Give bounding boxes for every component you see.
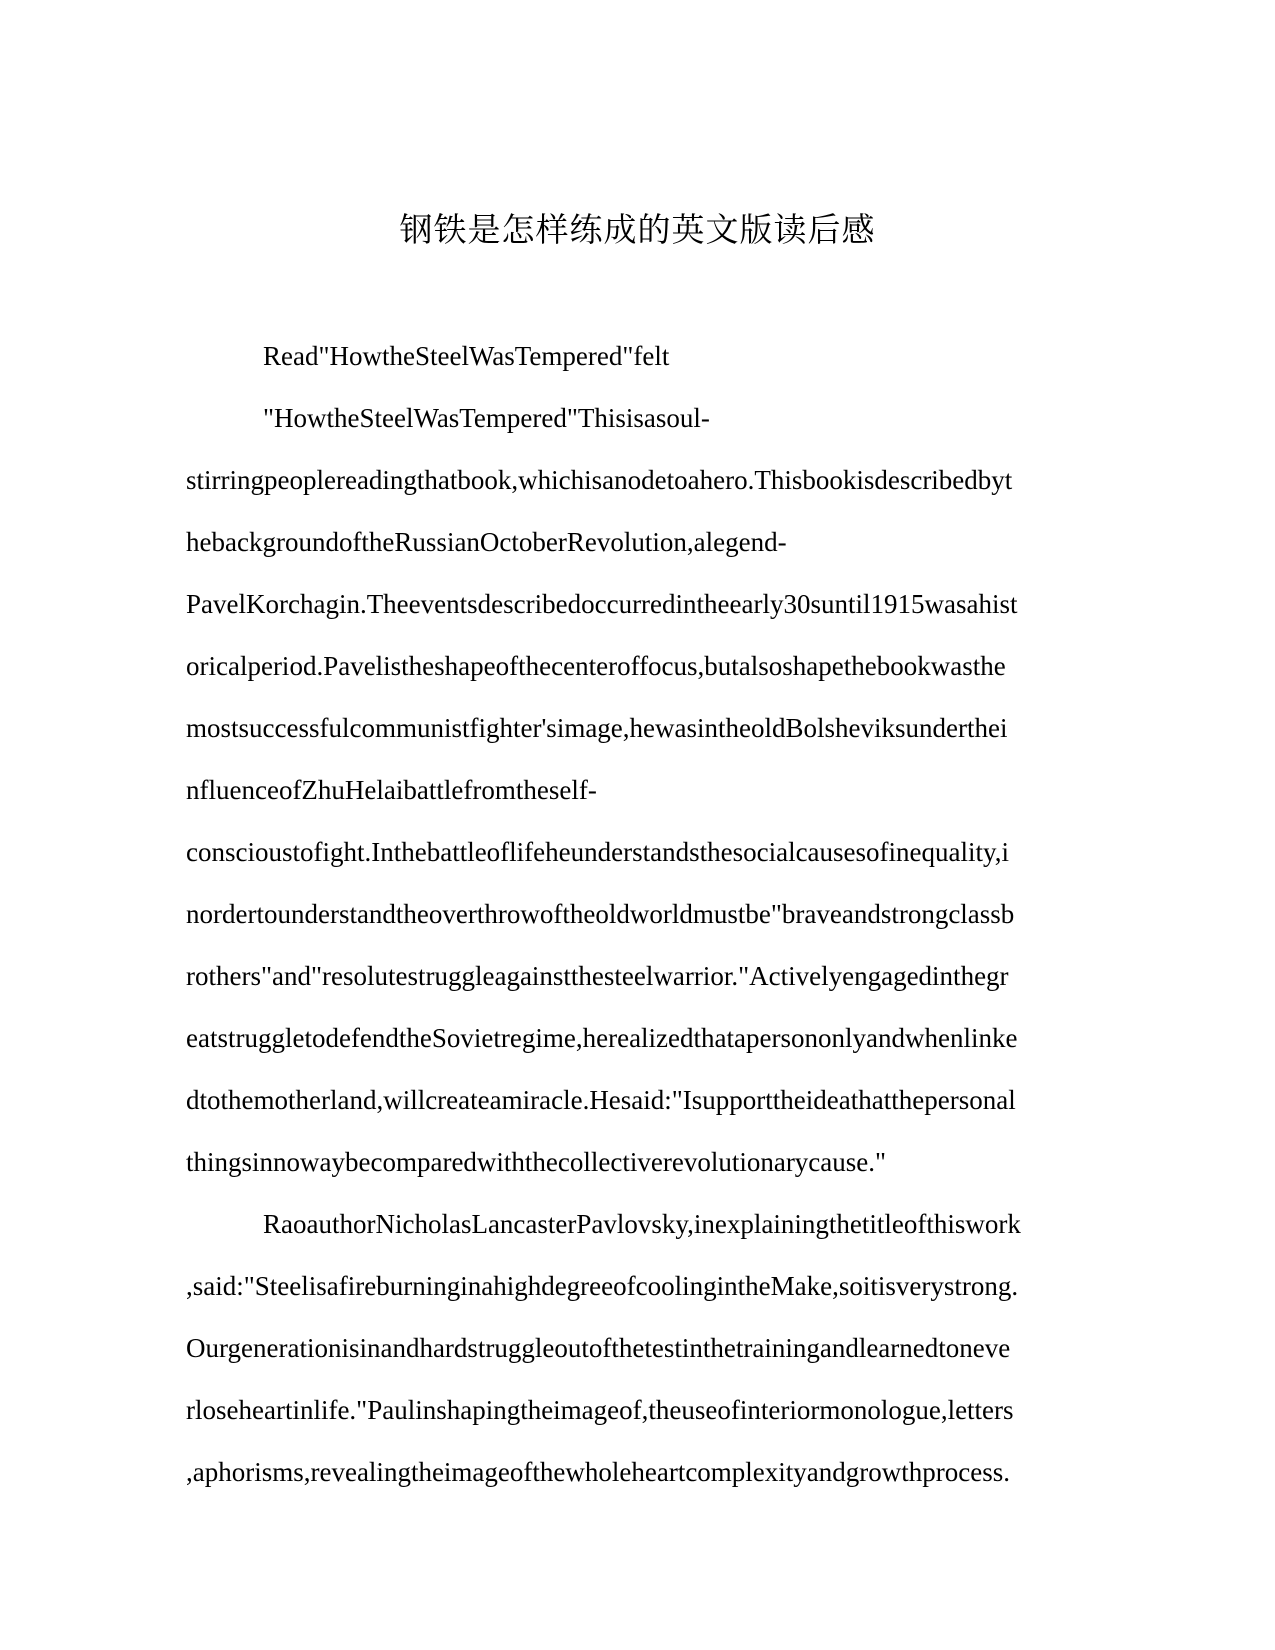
text-line: dtothemotherland,willcreateamiracle.Hesaid:"Isupporttheideathatthepersonal	[186, 1085, 1016, 1115]
text-line: mostsuccessfulcommunistfighter'simage,hewasintheoldBolsheviksunderthei	[186, 713, 1008, 743]
text-line: oricalperiod.Pavelistheshapeofthecenteroffocus,butalsoshapethebookwasthe	[186, 651, 1006, 681]
text-line: Read"HowtheSteelWasTempered"felt	[263, 341, 670, 371]
text-line: RaoauthorNicholasLancasterPavlovsky,inexplainingthetitleofthiswork	[263, 1209, 1021, 1239]
text-line: rloseheartinlife."Paulinshapingtheimageof,theuseofinteriormonologue,letters	[186, 1395, 1014, 1425]
text-line: ,aphorisms,revealingtheimageofthewholeheartcomplexityandgrowthprocess.	[186, 1457, 1010, 1487]
text-line: Ourgenerationisinandhardstruggleoutofthetestinthetrainingandlearnedtoneve	[186, 1333, 1011, 1363]
text-line: thingsinnowaybecomparedwiththecollectiverevolutionarycause."	[186, 1147, 887, 1177]
text-line: eatstruggletodefendtheSovietregime,herealizedthatapersononlyandwhenlinke	[186, 1023, 1018, 1053]
text-line: "HowtheSteelWasTempered"Thisisasoul-	[263, 403, 710, 433]
document-body	[186, 330, 1086, 1508]
text-line: hebackgroundoftheRussianOctoberRevolution,alegend-	[186, 527, 787, 557]
document-title: 钢铁是怎样练成的英文版读后感	[399, 210, 876, 249]
text-line: stirringpeoplereadingthatbook,whichisanodetoahero.Thisbookisdescribedbyt	[186, 465, 1013, 495]
text-line: rothers"and"resolutestruggleagainstthesteelwarrior."Activelyengagedinthegr	[186, 961, 1009, 991]
text-line: nordertounderstandtheoverthrowoftheoldworldmustbe"braveandstrongclassb	[186, 899, 1015, 929]
text-line: PavelKorchagin.Theeventsdescribedoccurredintheearly30suntil1915wasahist	[186, 589, 1018, 619]
text-line: conscioustofight.Inthebattleoflifeheunderstandsthesocialcausesofinequality,i	[186, 837, 1009, 867]
text-line: nfluenceofZhuHelaibattlefromtheself-	[186, 775, 597, 805]
text-line: ,said:"SteelisafireburninginahighdegreeofcoolingintheMake,soitisverystrong.	[186, 1271, 1019, 1301]
